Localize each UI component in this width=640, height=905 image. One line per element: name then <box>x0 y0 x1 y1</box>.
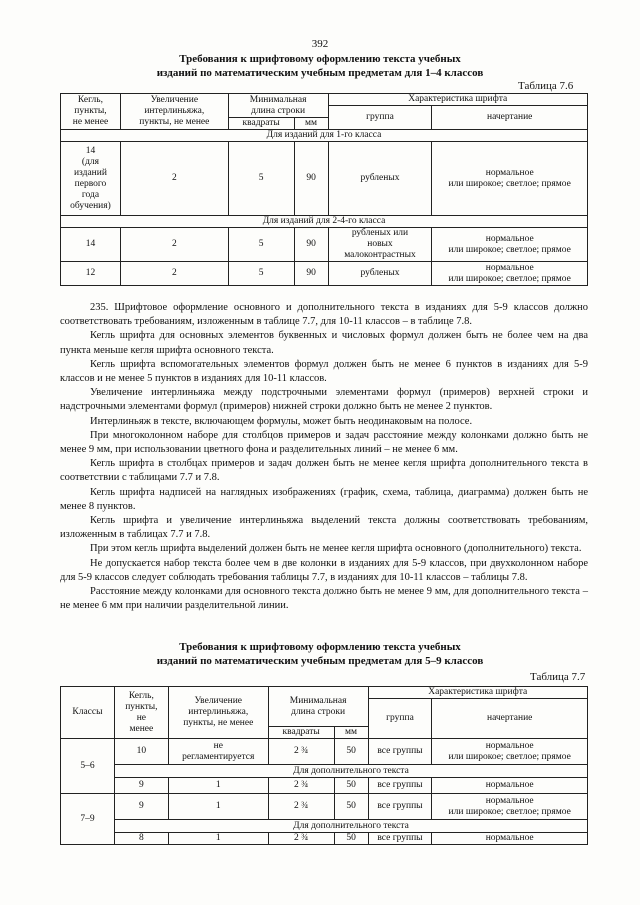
header-style: начертание <box>432 699 588 739</box>
subheader: Для изданий для 2-4-го класса <box>61 216 588 228</box>
header-style: начертание <box>432 106 588 130</box>
subheader: Для дополнительного текста <box>114 765 587 778</box>
paragraph: Интерлиньяж в тексте, включающем формулы, может быть неодинаковым на полосе. <box>90 415 473 427</box>
table-7-7-title <box>60 640 580 668</box>
header-squares: квадраты <box>228 118 294 130</box>
header-group: группа <box>328 106 432 130</box>
paragraph: Кегль шрифта для основных элементов буквенных и числовых формул должен быть не более чем на два пункта меньше кегля шрифта основного текста. <box>60 330 588 356</box>
table-7-6-label: Таблица 7.6 <box>518 80 574 92</box>
paragraph: Кегль шрифта надписей на наглядных изображениях (график, схема, таблица, диаграмма) должен быть не менее 8 пунктов. <box>60 486 588 512</box>
table-7-6 <box>60 93 588 286</box>
header-minlen: Минимальная длина строки <box>228 94 328 118</box>
header-mm: мм <box>294 118 328 130</box>
paragraph: Расстояние между колонками для основного текста должно быть не менее 9 мм, для дополнительного текста – не менее 6 мм при наличии разделительной линии. <box>60 586 588 612</box>
table-7-7-label: Таблица 7.7 <box>530 671 586 683</box>
table-7-6-title <box>60 52 580 80</box>
paragraph: Не допускается набор текста более чем в две колонки в изданиях для 5-9 классов, при двухколонном наборе для 5-9 классов следует соблюдать требования таблицы 7.7, в изданиях для 10-11 классов – таблицы 7.8. <box>60 557 588 583</box>
subheader: Для изданий для 1-го класса <box>61 130 588 142</box>
paragraph: При этом кегль шрифта выделений должен быть не менее кегля шрифта основного (дополнительного) текста. <box>90 543 582 555</box>
table-row: 8 1 2 ¾ 50 все группы нормальное <box>61 833 588 845</box>
header-interline: Увеличение интерлиньяжа, пункты, не менее <box>120 94 228 130</box>
header-classes: Классы <box>61 687 115 739</box>
title-line: изданий по математическим учебным предметам для 5–9 классов <box>156 655 484 667</box>
header-minlen: Минимальная длина строки <box>268 687 368 727</box>
paragraph: 235. Шрифтовое оформление основного и дополнительного текста в изданиях для 5-9 классов должно соответствовать требованиям, изложенным в таблице 7.7, для 10-11 классов – в таблице 7.8. <box>60 302 588 328</box>
table-7-7 <box>60 686 588 845</box>
table-row: 9 1 2 ¾ 50 все группы нормальное <box>61 778 588 794</box>
paragraph: При многоколонном наборе для столбцов примеров и задач расстояние между колонками должно быть не менее 9 мм, при использовании цветного фона и разделительных линий – не менее 6 мм. <box>60 429 588 456</box>
header-char: Характеристика шрифта <box>328 94 587 106</box>
header-squares: квадраты <box>268 727 334 739</box>
title-line: Требования к шрифтовому оформлению текста учебных <box>179 641 461 653</box>
title-line: Требования к шрифтовому оформлению текста учебных <box>179 53 461 65</box>
header-kegl: Кегль, пункты, не менее <box>114 687 168 739</box>
paragraph: Кегль шрифта и увеличение интерлиньяжа выделений текста должны соответствовать требованиям, изложенным в таблицах 7.7 и 7.8. <box>60 515 588 541</box>
table-row: 5–6 10 не регламентируется 2 ¾ 50 все группы нормальное или широкое; светлое; прямое <box>61 739 588 765</box>
paragraph: Кегль шрифта вспомогательных элементов формул должен быть не менее 6 пунктов в изданиях для 5-9 классов и не менее 5 пунктов в изданиях для 10-11 классов. <box>60 358 588 385</box>
header-kegl: Кегль, пункты, не менее <box>61 94 121 130</box>
table-row: 14 (для изданий первого года обучения) 2 5 90 рубленых нормальное или широкое; светлое; прямое <box>61 142 588 216</box>
paragraph: Кегль шрифта в столбцах примеров и задач должен быть не менее кегля шрифта дополнительного текста в соответствии с таблицами 7.7 и 7.8. <box>60 458 588 484</box>
table-row: 7–9 9 1 2 ¾ 50 все группы нормальное или широкое; светлое; прямое <box>61 794 588 820</box>
paragraph: Увеличение интерлиньяжа между подстрочными элементами формул (примеров) верхней строки и надстрочными элементами формул (примеров) нижней строки должно быть не менее 2 пунктов. <box>60 387 588 413</box>
header-group: группа <box>368 699 432 739</box>
table-row: 14 2 5 90 рубленых или новых малоконтрастных нормальное или широкое; светлое; прямое <box>61 228 588 262</box>
header-interline: Увеличение интерлиньяжа, пункты, не менее <box>168 687 268 739</box>
header-mm: мм <box>334 727 368 739</box>
page-number: 392 <box>311 38 329 50</box>
header-char: Характеристика шрифта <box>368 687 587 699</box>
subheader: Для дополнительного текста <box>114 820 587 833</box>
title-line: изданий по математическим учебным предметам для 1–4 классов <box>156 67 484 79</box>
table-row: 12 2 5 90 рубленых нормальное или широкое; светлое; прямое <box>61 262 588 286</box>
body-text <box>60 301 588 613</box>
